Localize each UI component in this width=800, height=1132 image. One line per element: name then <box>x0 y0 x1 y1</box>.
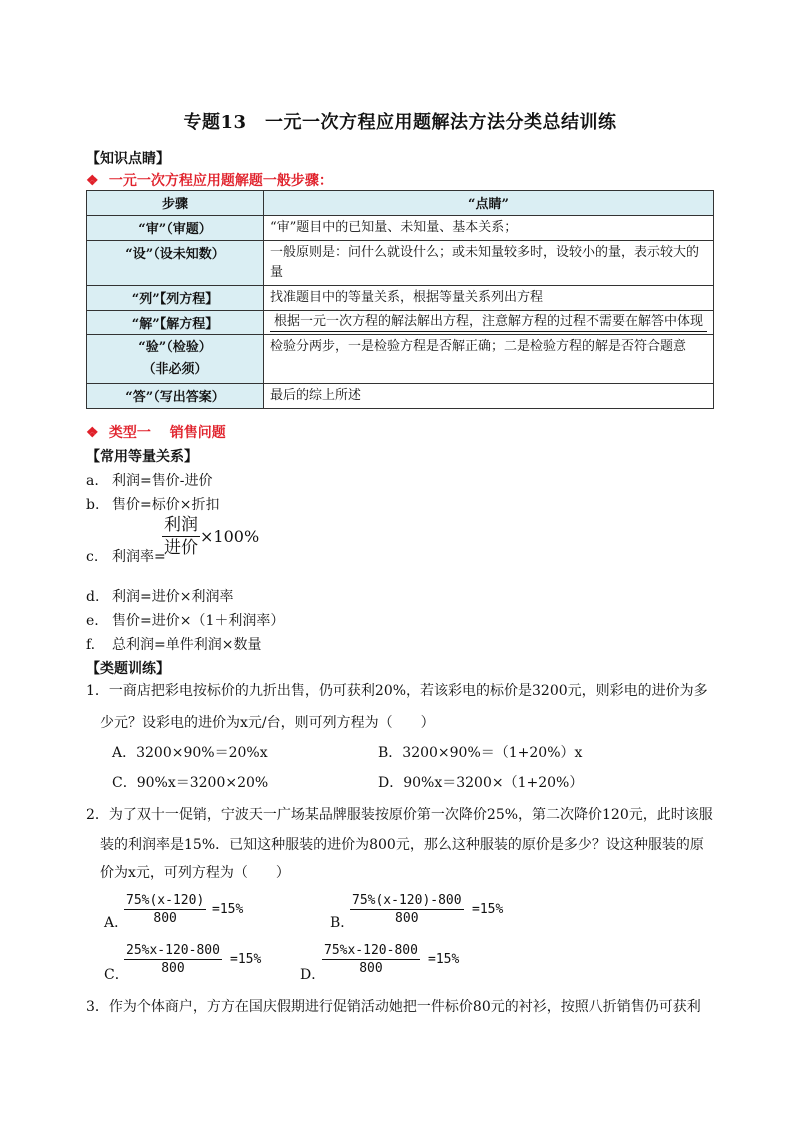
table-row <box>87 311 714 335</box>
q2-option-b-fraction <box>350 892 464 927</box>
common-relations-heading: 【常用等量关系】 <box>86 449 198 465</box>
fraction-denominator: 800 <box>161 961 185 976</box>
step-name: “答”（写出答案） <box>87 384 264 409</box>
q2-option-a-rhs: =15% <box>212 902 244 917</box>
knowledge-heading: 【知识点睛】 <box>86 151 170 167</box>
question-2-line3: 价为x元，可列方程为（ ） <box>100 865 290 881</box>
step-name <box>87 335 264 384</box>
diamond-icon: ❖ <box>86 425 99 441</box>
q2-option-d-fraction <box>322 942 420 977</box>
step-name-line2: （非必须） <box>142 362 208 377</box>
table-header-tip: “点睛” <box>264 191 714 216</box>
steps-heading-line <box>86 170 333 190</box>
question-1-line2: 少元？设彩电的进价为x元/台，则可列方程为（ ） <box>100 715 435 731</box>
fraction-numerator: 75%(x-120) <box>126 893 205 908</box>
q2-option-a-fraction <box>124 892 206 927</box>
diamond-icon: ❖ <box>86 173 99 189</box>
question-2-line1: 2．为了双十一促销，宁波天一广场某品牌服装按原价第一次降价25%，第二次降价120元，此时该服 <box>86 807 713 823</box>
profit-rate-formula <box>162 514 259 559</box>
fraction-numerator: 25%x-120-800 <box>126 943 220 958</box>
q2-option-c-label: C． <box>104 967 129 983</box>
table-row <box>87 286 714 311</box>
step-tip: 检验分两步，一是检验方程是否解正确；二是检验方程的解是否符合题意 <box>264 335 714 384</box>
fraction-denominator: 800 <box>359 961 383 976</box>
page-title: 专题13 一元一次方程应用题解法方法分类总结训练 <box>183 112 617 133</box>
step-name: “列”【列方程】 <box>87 286 264 311</box>
fraction-numerator: 75%x-120-800 <box>324 943 418 958</box>
q2-option-c-fraction <box>124 942 222 977</box>
type1-heading-line <box>86 422 226 442</box>
table-header-step: 步骤 <box>87 191 264 216</box>
q1-option-d: D．90%x＝3200×（1+20%） <box>378 775 584 791</box>
steps-table <box>86 190 714 409</box>
relation-item: c. 利润率= <box>86 549 166 565</box>
q1-option-b: B．3200×90%＝（1+20%）x <box>378 745 583 761</box>
formula-suffix: ×100% <box>200 527 260 546</box>
table-row <box>87 384 714 409</box>
q2-option-c-rhs: =15% <box>230 952 262 967</box>
q1-option-c: C．90%x＝3200×20% <box>112 775 269 791</box>
step-tip: 找准题目中的等量关系，根据等量关系列出方程 <box>264 286 714 311</box>
q2-option-a-label: A． <box>104 915 129 931</box>
table-row <box>87 241 714 286</box>
step-tip: 一般原则是：问什么就设什么；或未知量较多时，设较小的量，表示较大的量 <box>264 241 714 286</box>
step-name: “审”（审题） <box>87 216 264 241</box>
q2-option-d-label: D． <box>300 967 326 983</box>
q1-option-a: A．3200×90%＝20%x <box>112 745 268 761</box>
fraction-denominator: 800 <box>395 911 419 926</box>
table-header-row <box>87 191 714 216</box>
q2-option-d-rhs: =15% <box>428 952 460 967</box>
type1-heading: 类型一 销售问题 <box>108 425 226 441</box>
q2-option-b-rhs: =15% <box>472 902 504 917</box>
step-name: “设”（设未知数） <box>87 241 264 286</box>
relation-item: e. 售价=进价×（1＋利润率） <box>86 613 285 629</box>
fraction-denominator: 800 <box>153 911 177 926</box>
q2-option-b-label: B． <box>330 915 355 931</box>
formula-denominator: 进价 <box>164 538 198 558</box>
relation-item: a. 利润=售价-进价 <box>86 473 213 489</box>
step-name-line1: “验”（检验） <box>138 340 212 355</box>
question-1-line1: 1．一商店把彩电按标价的九折出售，仍可获利20%，若该彩电的标价是3200元，则彩电的进价为多 <box>86 683 708 699</box>
question-2-line2: 装的利润率是15%．已知这种服装的进价为800元，那么这种服装的原价是多少？设这种服装的原 <box>100 837 704 853</box>
table-row <box>87 216 714 241</box>
fraction-numerator: 75%(x-120)-800 <box>352 893 462 908</box>
steps-heading: 一元一次方程应用题解题一般步骤： <box>108 173 333 189</box>
relation-item: f. 总利润=单件利润×数量 <box>86 637 262 653</box>
formula-numerator: 利润 <box>164 515 198 535</box>
table-row <box>87 335 714 384</box>
step-tip: “审”题目中的已知量、未知量、基本关系； <box>264 216 714 241</box>
relation-item: b. 售价=标价×折扣 <box>86 497 220 513</box>
step-tip: 最后的综上所述 <box>264 384 714 409</box>
question-1 <box>86 676 726 706</box>
practice-heading: 【类题训练】 <box>86 661 170 677</box>
question-3-line1: 3．作为个体商户，方方在国庆假期进行促销活动她把一件标价80元的衬衫，按照八折销售仍可获利 <box>86 999 701 1015</box>
step-name: “解”【解方程】 <box>87 311 264 335</box>
relation-item: d. 利润=进价×利润率 <box>86 589 234 605</box>
step-tip: 根据一元一次方程的解法解出方程，注意解方程的过程不需要在解答中体现 <box>270 313 707 332</box>
